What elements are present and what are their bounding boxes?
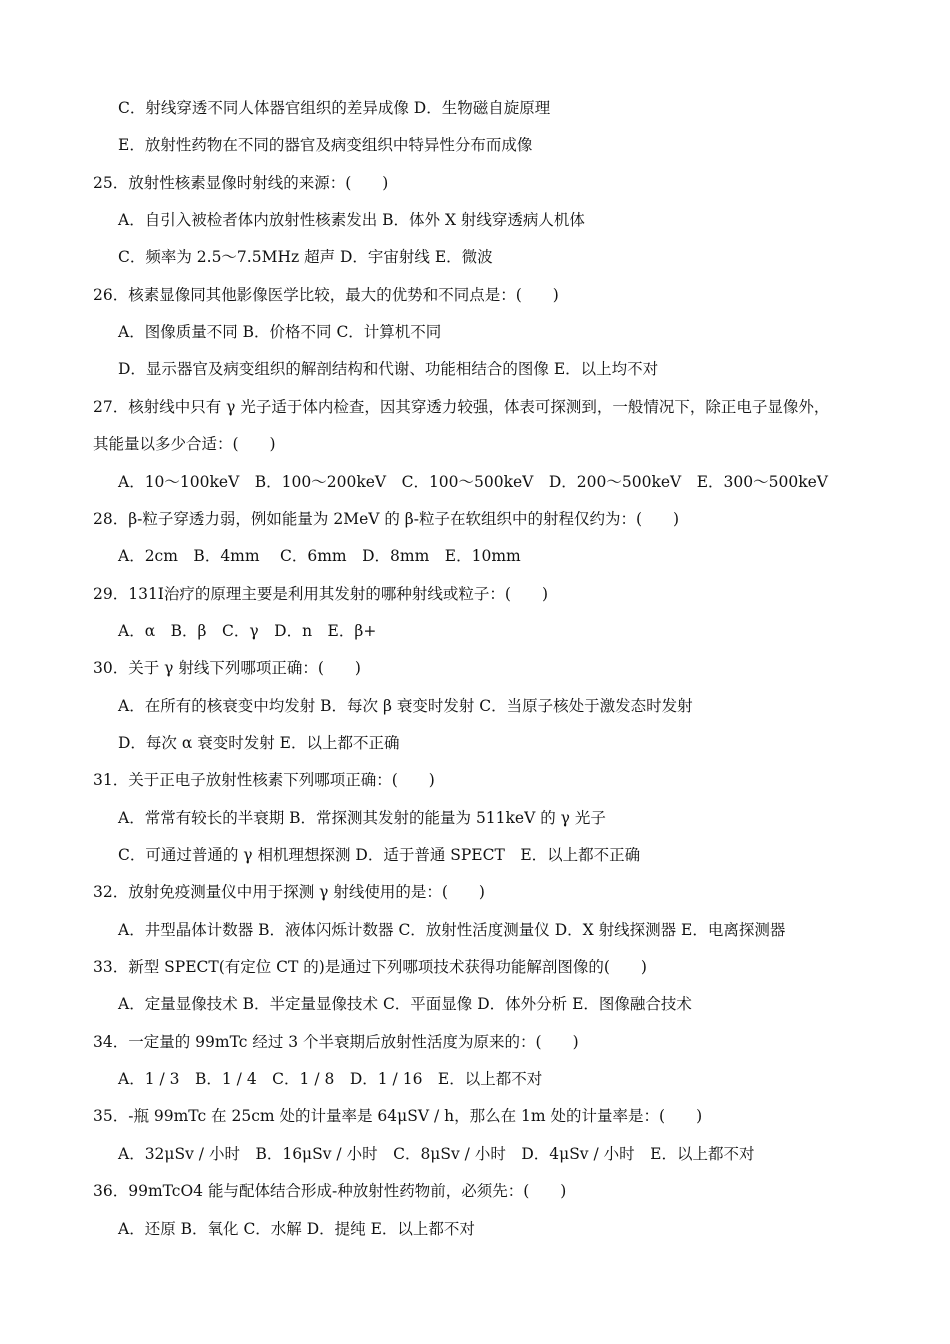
answer-options: D．显示器官及病变组织的解剖结构和代谢、功能相结合的图像 E．以上均不对 <box>118 360 659 378</box>
question-text: 其能量以多少合适：( ) <box>93 435 276 453</box>
answer-options: A．α B．β C．γ D．n E．β+ <box>118 622 377 640</box>
answer-options: A．32μSv / 小时 B．16μSv / 小时 C．8μSv / 小时 D．4μSv / 小时 E．以上都不对 <box>118 1145 755 1163</box>
question-text: 36．99mTcO4 能与配体结合形成-种放射性药物前，必须先：( ) <box>93 1182 567 1200</box>
question-text: 26．核素显像同其他影像医学比较，最大的优势和不同点是：( ) <box>93 286 559 304</box>
answer-options: C．可通过普通的 γ 相机理想探测 D．适于普通 SPECT E．以上都不正确 <box>118 846 641 864</box>
question-text: 31．关于正电子放射性核素下列哪项正确：( ) <box>93 771 435 789</box>
answer-options: A．定量显像技术 B．半定量显像技术 C．平面显像 D．体外分析 E．图像融合技术 <box>118 995 692 1013</box>
answer-options: A．还原 B．氧化 C．水解 D．提纯 E．以上都不对 <box>118 1220 475 1238</box>
answer-options: A．10～100keV B．100～200keV C．100～500keV D．200～500keV E．300～500keV <box>118 473 828 491</box>
question-text: 28．β-粒子穿透力弱，例如能量为 2MeV 的 β-粒子在软组织中的射程仅约为：( ) <box>93 510 680 528</box>
answer-options: E．放射性药物在不同的器官及病变组织中特异性分布而成像 <box>118 136 533 154</box>
question-text: 33．新型 SPECT(有定位 CT 的)是通过下列哪项技术获得功能解剖图像的( ) <box>93 958 647 976</box>
answer-options: C．频率为 2.5～7.5MHz 超声 D．宇宙射线 E．微波 <box>118 248 493 266</box>
answer-options: A．常常有较长的半衰期 B．常探测其发射的能量为 511keV 的 γ 光子 <box>118 809 606 827</box>
question-text: 30．关于 γ 射线下列哪项正确：( ) <box>93 659 361 677</box>
answer-options: C．射线穿透不同人体器官组织的差异成像 D．生物磁自旋原理 <box>118 99 551 117</box>
answer-options: A．井型晶体计数器 B．液体闪烁计数器 C．放射性活度测量仪 D．X 射线探测器 E．电离探测器 <box>118 921 786 939</box>
answer-options: D．每次 α 衰变时发射 E．以上都不正确 <box>118 734 400 752</box>
question-text: 32．放射免疫测量仪中用于探测 γ 射线使用的是：( ) <box>93 883 485 901</box>
answer-options: A．1 / 3 B．1 / 4 C．1 / 8 D．1 / 16 E．以上都不对 <box>118 1070 543 1088</box>
answer-options: A．自引入被检者体内放射性核素发出 B．体外 X 射线穿透病人机体 <box>118 211 585 229</box>
question-text: 35．-瓶 99mTc 在 25cm 处的计量率是 64μSV / h，那么在 1m 处的计量率是：( ) <box>93 1107 703 1125</box>
answer-options: A．图像质量不同 B．价格不同 C．计算机不同 <box>118 323 442 341</box>
question-text: 27．核射线中只有 γ 光子适于体内检查，因其穿透力较强，体表可探测到，一般情况下，除正电子显像外， <box>93 398 830 416</box>
answer-options: A．2cm B．4mm C．6mm D．8mm E．10mm <box>118 547 521 565</box>
question-text: 29．131Ⅰ治疗的原理主要是利用其发射的哪种射线或粒子：( ) <box>93 585 549 603</box>
question-text: 25．放射性核素显像时射线的来源：( ) <box>93 174 389 192</box>
question-text: 34．一定量的 99mTc 经过 3 个半衰期后放射性活度为原来的：( ) <box>93 1033 579 1051</box>
answer-options: A．在所有的核衰变中均发射 B．每次 β 衰变时发射 C．当原子核处于激发态时发射 <box>118 697 693 715</box>
